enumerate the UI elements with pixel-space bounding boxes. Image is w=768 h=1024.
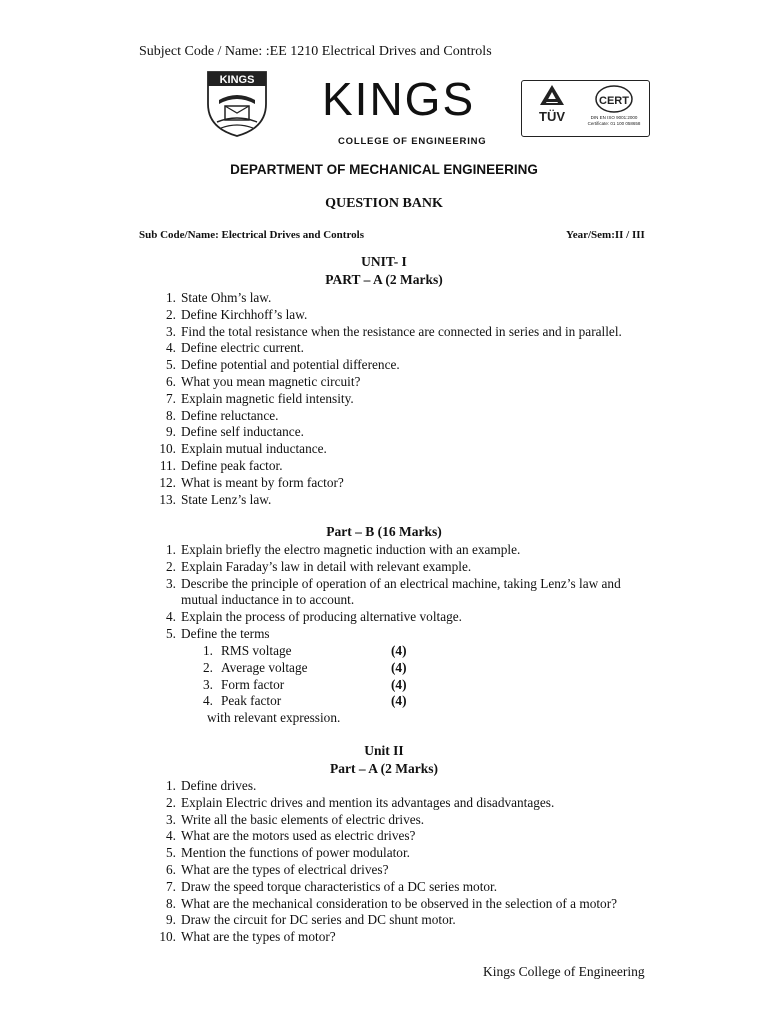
question-number: 7. <box>166 390 176 406</box>
question-item <box>158 576 658 610</box>
question-number: 4. <box>166 609 176 625</box>
unit2-part-a-list <box>158 778 658 946</box>
question-item <box>158 542 658 559</box>
question-text: What are the types of electrical drives? <box>181 861 389 877</box>
question-item <box>158 626 658 643</box>
unit2-part-a-heading: Part – A (2 Marks) <box>330 761 438 776</box>
footer-college-name: Kings College of Engineering <box>483 964 645 979</box>
crest-text: KINGS <box>219 74 255 86</box>
term-item <box>203 693 423 710</box>
question-item <box>158 492 658 509</box>
term-item <box>203 660 423 677</box>
tuv-iso-text: DIN EN ISO 9001:2000 <box>590 115 638 120</box>
sub-code-name: Sub Code/Name: Electrical Drives and Controls <box>139 229 364 241</box>
term-number: 2. <box>203 659 213 675</box>
question-text: Explain mutual inductance. <box>181 441 327 457</box>
question-number: 1. <box>166 778 176 793</box>
question-item <box>158 424 658 441</box>
term-marks: (4) <box>391 643 407 658</box>
question-item <box>158 559 658 576</box>
question-number: 12. <box>159 474 176 490</box>
question-number: 5. <box>166 357 176 373</box>
question-text: Explain magnetic field intensity. <box>181 390 354 406</box>
question-text: What are the types of motor? <box>181 929 336 945</box>
question-text: Explain the process of producing alternative voltage. <box>181 609 462 625</box>
question-text: Write all the basic elements of electric drives. <box>181 811 425 827</box>
question-text: Define self inductance. <box>181 424 304 440</box>
question-text: Explain Faraday’s law in detail with relevant example. <box>181 558 472 574</box>
question-item <box>158 340 658 357</box>
question-number: 3. <box>166 811 176 827</box>
question-text: Define drives. <box>181 778 257 793</box>
question-item <box>158 812 658 829</box>
question-text: State Lenz’s law. <box>181 491 272 507</box>
term-name: Form factor <box>221 676 285 692</box>
question-text: Define peak factor. <box>181 457 283 473</box>
question-number: 6. <box>166 861 176 877</box>
question-number: 2. <box>166 794 176 810</box>
question-number: 7. <box>166 878 176 894</box>
question-number: 4. <box>166 340 176 356</box>
question-number: 10. <box>159 441 176 457</box>
subject-code-line: Subject Code / Name: :EE 1210 Electrical Drives and Controls <box>139 44 492 59</box>
term-item <box>203 677 423 694</box>
question-item <box>158 828 658 845</box>
term-item <box>203 643 423 660</box>
question-item <box>158 845 658 862</box>
question-text: Draw the circuit for DC series and DC shunt motor. <box>181 912 456 928</box>
terms-tail: with relevant expression. <box>207 710 341 725</box>
question-number: 11. <box>159 457 176 473</box>
question-text: State Ohm’s law. <box>181 290 272 305</box>
kings-wordmark: KINGS <box>322 73 476 125</box>
question-text: Define potential and potential difference. <box>181 357 400 373</box>
question-text: Explain briefly the electro magnetic induction with an example. <box>181 542 521 557</box>
question-number: 1. <box>166 542 176 557</box>
question-number: 1. <box>166 290 176 305</box>
question-item <box>158 374 658 391</box>
question-text: Define the terms <box>181 625 270 641</box>
document-title: QUESTION BANK <box>325 196 443 211</box>
question-text: What are the mechanical consideration to be observed in the selection of a motor? <box>181 895 618 911</box>
unit1-part-a-heading: PART – A (2 Marks) <box>325 272 443 287</box>
term-marks: (4) <box>391 693 407 709</box>
question-text: Define Kirchhoff’s law. <box>181 306 308 322</box>
tuv-certificate-text: Certificate: 01 100 058658 <box>587 121 641 126</box>
question-number: 13. <box>159 491 176 507</box>
question-text: What is meant by form factor? <box>181 474 344 490</box>
college-subtitle: COLLEGE OF ENGINEERING <box>338 136 487 147</box>
question-item <box>158 324 658 341</box>
question-item <box>158 609 658 626</box>
question-number: 8. <box>166 407 176 423</box>
term-name: Average voltage <box>221 659 308 675</box>
term-number: 3. <box>203 676 213 692</box>
term-marks: (4) <box>391 659 407 675</box>
question-number: 10. <box>159 929 176 945</box>
question-item <box>158 778 658 795</box>
question-number: 2. <box>166 306 176 322</box>
question-text: Describe the principle of operation of an electrical machine, taking Lenz’s law and mutual inductance in to account. <box>181 575 621 608</box>
terms-list <box>203 643 423 710</box>
question-item <box>158 290 658 307</box>
question-text: Draw the speed torque characteristics of a DC series motor. <box>181 878 498 894</box>
question-text: Find the total resistance when the resistance are connected in series and in parallel. <box>181 323 622 339</box>
question-number: 9. <box>166 424 176 440</box>
tuv-cert-text: CERT <box>599 95 629 107</box>
question-number: 9. <box>166 912 176 928</box>
question-item <box>158 458 658 475</box>
question-number: 8. <box>166 895 176 911</box>
question-item <box>158 307 658 324</box>
tuv-label: TÜV <box>539 109 565 124</box>
department-title: DEPARTMENT OF MECHANICAL ENGINEERING <box>230 162 538 177</box>
term-number: 4. <box>203 693 213 709</box>
term-number: 1. <box>203 643 213 658</box>
question-text: Explain Electric drives and mention its advantages and disadvantages. <box>181 794 555 810</box>
question-text: Mention the functions of power modulator. <box>181 845 410 861</box>
question-item <box>158 441 658 458</box>
question-item <box>158 391 658 408</box>
unit1-heading: UNIT- I <box>361 254 407 269</box>
unit1-part-a-list <box>158 290 658 508</box>
term-name: RMS voltage <box>221 643 292 658</box>
question-number: 6. <box>166 373 176 389</box>
question-number: 2. <box>166 558 176 574</box>
question-number: 3. <box>166 575 176 591</box>
question-text: Define electric current. <box>181 340 304 356</box>
question-item <box>158 912 658 929</box>
question-item <box>158 408 658 425</box>
question-item <box>158 896 658 913</box>
question-number: 4. <box>166 828 176 844</box>
question-item <box>158 929 658 946</box>
question-number: 5. <box>166 625 176 641</box>
question-number: 3. <box>166 323 176 339</box>
unit1-part-b-heading: Part – B (16 Marks) <box>326 524 442 539</box>
question-item <box>158 862 658 879</box>
question-number: 5. <box>166 845 176 861</box>
question-text: What are the motors used as electric drives? <box>181 828 416 844</box>
question-item <box>158 357 658 374</box>
kings-crest-logo <box>205 70 269 138</box>
question-item <box>158 879 658 896</box>
year-semester: Year/Sem:II / III <box>566 229 645 241</box>
unit2-heading: Unit II <box>364 743 404 758</box>
term-marks: (4) <box>391 676 407 692</box>
question-text: What you mean magnetic circuit? <box>181 373 361 389</box>
question-item <box>158 795 658 812</box>
question-item <box>158 475 658 492</box>
term-name: Peak factor <box>221 693 282 709</box>
tuv-cert-logo <box>521 80 650 137</box>
question-text: Define reluctance. <box>181 407 279 423</box>
unit1-part-b-list <box>158 542 658 643</box>
